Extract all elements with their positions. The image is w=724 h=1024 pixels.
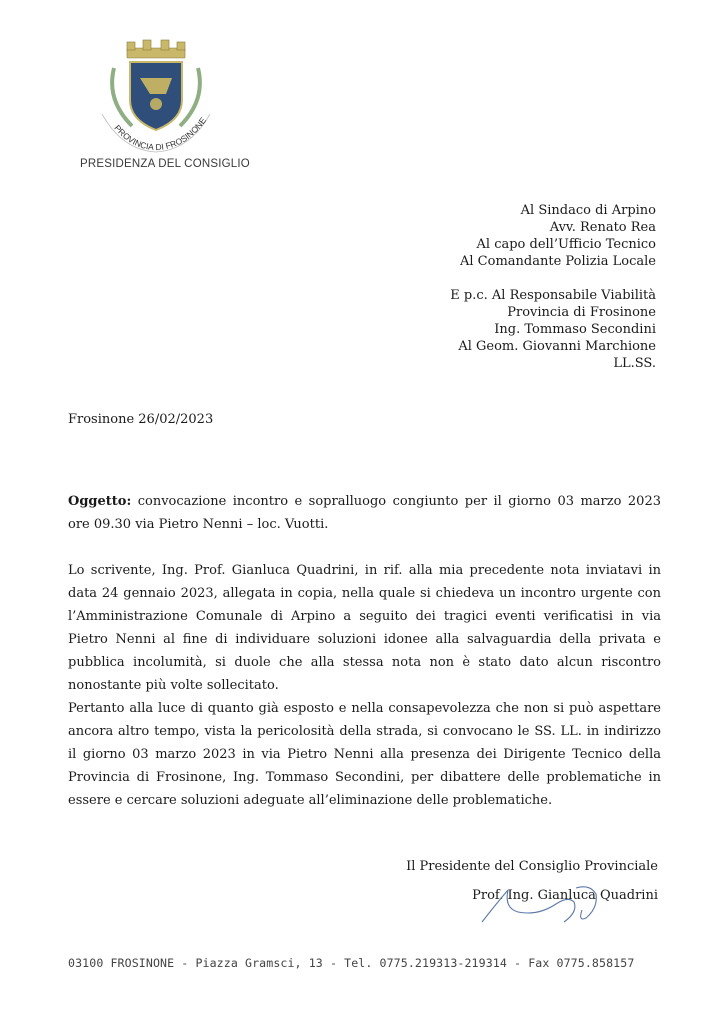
letter-date: Frosinone 26/02/2023 [68,412,214,427]
handwritten-signature [478,882,618,926]
cc-line: Provincia di Frosinone [507,305,656,320]
body-paragraph: Lo scrivente, Ing. Prof. Gianluca Quadrini, in rif. alla mia precedente nota inviatavi in data 24 gennaio 2023, allegata in copia, nella quale si chiedeva un incontro urgente con l’Amministrazione Comunale di Arpino a seguito dei tragici eventi verificatisi in via Pietro Nenni al fine di individuare soluzioni idonee alla salvaguardia della privata e pubblica incolumità, si duole che alla stessa nota non è stato dato alcun riscontro nonostante più volte sollecitato. [68,563,661,693]
logo-ribbon-text: PROVINCIA DI FROSINONE [112,115,209,153]
subject-line [68,490,661,536]
recipient-line: Avv. Renato Rea [549,220,656,235]
recipient-line: Al Sindaco di Arpino [520,203,656,218]
recipient-line: Al capo dell’Ufficio Tecnico [476,237,656,252]
footer-address: 03100 FROSINONE - Piazza Gramsci, 13 - Tel. 0775.219313-219314 - Fax 0775.858157 [68,956,635,970]
cc-line: Al Geom. Giovanni Marchione [458,339,656,354]
cc-line: Ing. Tommaso Secondini [494,322,656,337]
recipient-line: Al Comandante Polizia Locale [460,254,656,269]
subject-label: Oggetto: [68,494,132,509]
province-coat-of-arms-logo [92,38,222,156]
body-paragraph: Pertanto alla luce di quanto già esposto e nella consapevolezza che non si può aspettare ancora altro tempo, vista la pericolosità della strada, si convocano le SS. LL. in indirizzo il giorno 03 marzo 2023 in via Pietro Nenni alla presenza dei Dirigente Tecnico della Provincia di Frosinone, Ing. Tommaso Secondini, per dibattere delle problematiche in essere e cercare soluzioni adeguate all’eliminazione delle problematiche. [68,701,661,808]
signature-name: Prof. Ing. Gianluca Quadrini [472,888,658,903]
signature-title: Il Presidente del Consiglio Provinciale [406,859,658,874]
letter-body [68,490,661,812]
office-name: PRESIDENZA DEL CONSIGLIO [80,158,250,170]
cc-line: LL.SS. [613,356,656,371]
cc-line: E p.c. Al Responsabile Viabilità [450,288,656,303]
subject-text: convocazione incontro e sopralluogo congiunto per il giorno 03 marzo 2023 ore 09.30 via Pietro Nenni – loc. Vuotti. [68,494,661,532]
recipients-block [450,202,656,372]
